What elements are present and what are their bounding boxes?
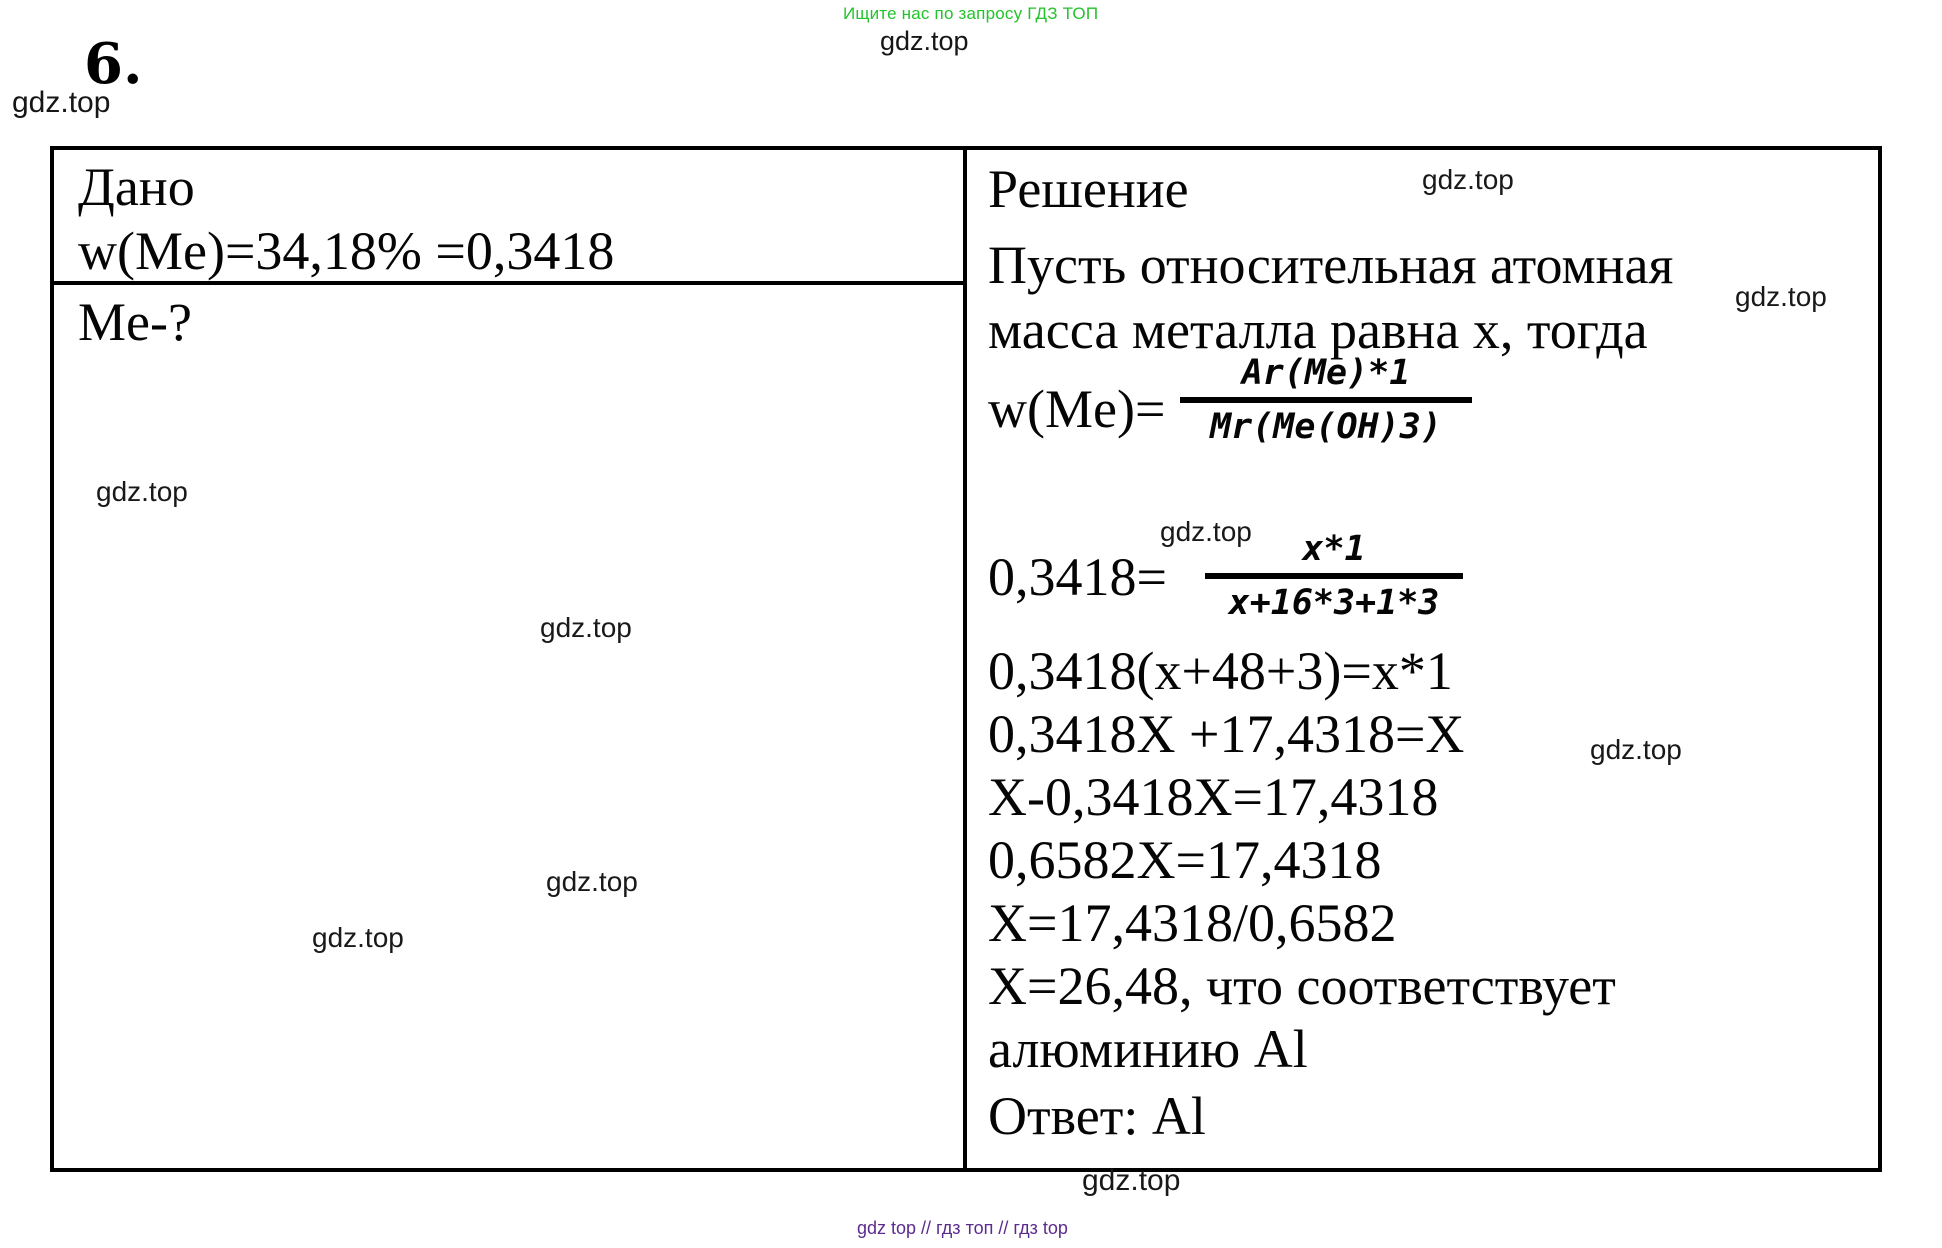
equation1-lhs: w(Me)=	[988, 379, 1166, 439]
equation1-fraction	[1180, 352, 1472, 448]
solution-step: X=26,48, что соответствует	[988, 956, 1616, 1016]
solution-step: алюминию Al	[988, 1019, 1308, 1079]
fraction-numerator: Ar(Me)*1	[1241, 353, 1411, 393]
fraction-denominator: Mr(Me(OH)3)	[1210, 407, 1442, 447]
problem-number: 6.	[84, 31, 143, 97]
watermark: gdz.top	[1590, 734, 1682, 765]
fraction-denominator: x+16*3+1*3	[1228, 583, 1440, 623]
watermark: gdz.top	[1422, 164, 1514, 195]
watermark: gdz.top	[540, 612, 632, 643]
watermark: gdz.top	[1160, 516, 1252, 547]
given-condition: w(Me)=34,18% =0,3418	[78, 221, 615, 281]
site-watermark-topleft: gdz.top	[12, 86, 111, 119]
solution-step: 0,6582X=17,4318	[988, 830, 1382, 890]
watermark: gdz.top	[546, 866, 638, 897]
given-question: Me-?	[78, 292, 192, 352]
promo-banner: Ищите нас по запросу ГДЗ ТОП	[843, 4, 1099, 23]
solution-title: Решение	[988, 159, 1189, 219]
solution-step: 0,3418(x+48+3)=x*1	[988, 641, 1453, 701]
fraction-bar	[1180, 397, 1472, 403]
solution-step: X-0,3418X=17,4318	[988, 767, 1439, 827]
watermark: gdz.top	[312, 922, 404, 953]
solution-step: 0,3418X +17,4318=X	[988, 704, 1465, 764]
solution-intro-line1: Пусть относительная атомная	[988, 235, 1674, 295]
given-title: Дано	[78, 157, 195, 217]
solution-step: X=17,4318/0,6582	[988, 893, 1397, 953]
solution-answer: Ответ: Al	[988, 1086, 1206, 1146]
site-watermark-top: gdz.top	[880, 26, 969, 56]
equation2-fraction	[1205, 528, 1463, 624]
table-column-divider	[963, 146, 967, 1172]
solution-intro-line2: масса металла равна x, тогда	[988, 300, 1648, 360]
fraction-bar	[1205, 573, 1463, 579]
fraction-numerator: x*1	[1302, 529, 1366, 569]
given-row-divider	[52, 281, 965, 285]
equation2-lhs: 0,3418=	[988, 547, 1167, 607]
footer-links[interactable]: gdz top // гдз топ // гдз top	[857, 1218, 1068, 1238]
watermark: gdz.top	[1082, 1164, 1181, 1197]
watermark: gdz.top	[1735, 281, 1827, 312]
watermark: gdz.top	[96, 476, 188, 507]
